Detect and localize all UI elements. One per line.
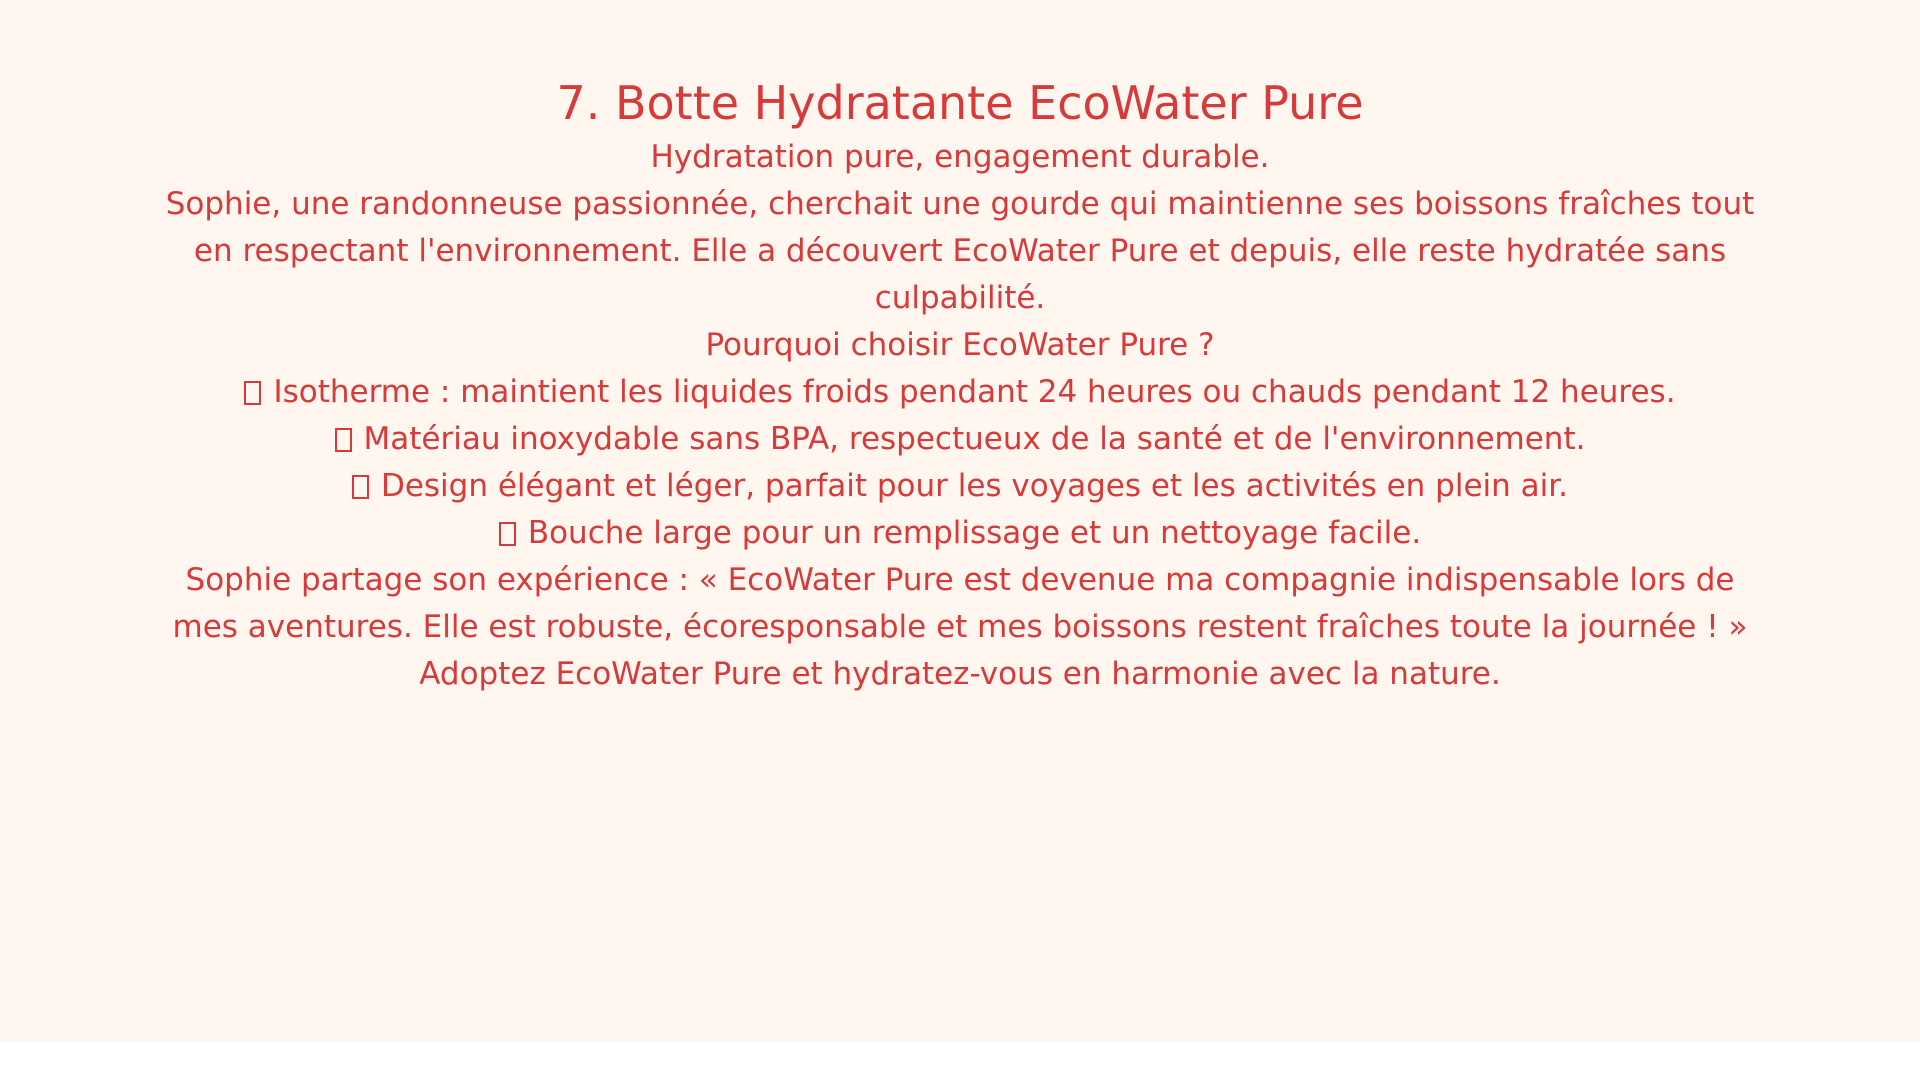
checkbox-icon <box>244 381 261 405</box>
testimonial-paragraph: Sophie partage son expérience : « EcoWater Pure est devenue ma compagnie indispensable lors de mes aventures. Elle est robuste, écoresponsable et mes boissons restent fraîches toute la journée ! » <box>172 562 1748 645</box>
feature-text: Design élégant et léger, parfait pour les voyages et les activités en plein air. <box>380 468 1569 504</box>
feature-text: Isotherme : maintient les liquides froids pendant 24 heures ou chauds pendant 12 heures. <box>273 374 1676 410</box>
story-paragraph: Sophie, une randonneuse passionnée, cherchait une gourde qui maintienne ses boissons fraîches tout en respectant l'environnement. Elle a découvert EcoWater Pure et depuis, elle reste hydratée sans culpabilité. <box>165 186 1755 316</box>
feature-item <box>225 369 1695 416</box>
checkbox-icon <box>499 522 516 546</box>
feature-text: Matériau inoxydable sans BPA, respectueux de la santé et de l'environnement. <box>363 421 1586 457</box>
feature-item <box>225 510 1695 557</box>
closing-line: Adoptez EcoWater Pure et hydratez-vous en harmonie avec la nature. <box>419 656 1501 692</box>
checkbox-icon <box>352 475 369 499</box>
feature-item <box>225 416 1695 463</box>
feature-text: Bouche large pour un remplissage et un nettoyage facile. <box>527 515 1422 551</box>
tagline: Hydratation pure, engagement durable. <box>650 139 1270 175</box>
feature-item <box>225 463 1695 510</box>
why-heading: Pourquoi choisir EcoWater Pure ? <box>705 327 1215 363</box>
slide-content <box>0 72 1920 698</box>
checkbox-icon <box>335 428 352 452</box>
page-title: 7. Botte Hydratante EcoWater Pure <box>556 76 1364 130</box>
